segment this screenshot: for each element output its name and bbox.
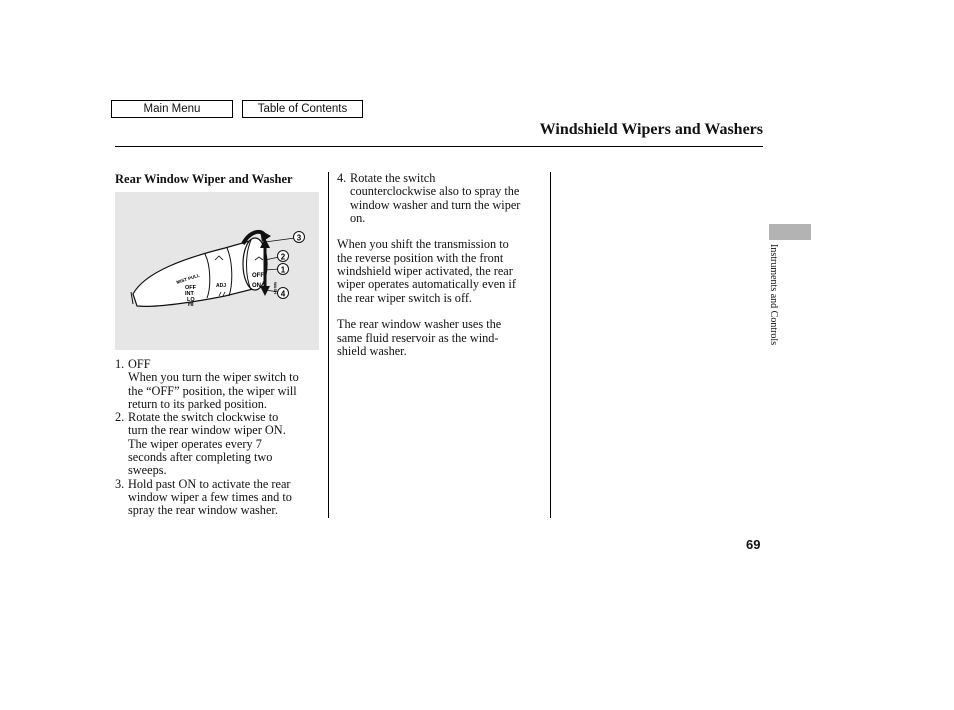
label-hi: HI xyxy=(188,302,194,308)
page-title: Windshield Wipers and Washers xyxy=(539,121,763,138)
list-item xyxy=(115,478,325,518)
item-line: The wiper operates every 7 xyxy=(128,436,262,451)
item-number: 3. xyxy=(115,476,125,491)
label-adj: ADJ xyxy=(216,283,227,289)
wiper-switch-figure xyxy=(115,192,319,350)
arrowhead-down xyxy=(260,286,270,296)
callout-3-label: 3 xyxy=(296,233,302,243)
item-number: 2. xyxy=(115,410,125,425)
label-int: INT xyxy=(185,291,194,297)
para-line: shield washer. xyxy=(337,343,407,358)
item-line: turn the rear window wiper ON. xyxy=(128,423,286,438)
label-off-right: OFF xyxy=(252,273,264,279)
header-rule xyxy=(115,146,763,147)
para-line: the reverse position with the front xyxy=(337,250,504,265)
main-menu-button[interactable]: Main Menu xyxy=(111,100,233,118)
paragraph-reservoir xyxy=(337,318,544,358)
section-tab-marker xyxy=(769,224,811,240)
callout-4-label: 4 xyxy=(280,289,286,299)
item-line: Rotate the switch xyxy=(350,171,436,185)
label-lo: LO xyxy=(187,297,195,303)
item-line: OFF xyxy=(128,357,151,371)
para-line: The rear window washer uses the xyxy=(337,317,502,332)
item-line: counterclockwise also to spray the xyxy=(350,184,520,199)
column-divider xyxy=(328,172,329,518)
table-of-contents-button[interactable]: Table of Contents xyxy=(242,100,363,118)
label-mist-pull: MIST PULL xyxy=(175,272,201,285)
item-number: 4. xyxy=(337,171,347,185)
page-number: 69 xyxy=(746,537,761,552)
wiper-switch-illustration xyxy=(115,192,319,350)
item-line: Rotate the switch clockwise to xyxy=(128,410,279,425)
label-off-left: OFF xyxy=(185,285,196,291)
list-item xyxy=(115,411,325,477)
item-line: sweeps. xyxy=(128,463,167,478)
callout-1-label: 1 xyxy=(280,265,286,275)
item-line: on. xyxy=(350,210,366,225)
list-item xyxy=(115,358,325,411)
leader-line xyxy=(265,238,295,242)
second-column xyxy=(337,172,544,371)
steps-list xyxy=(115,358,325,518)
para-line: windshield wiper activated, the rear xyxy=(337,264,513,279)
list-item xyxy=(337,172,544,225)
item-line: window washer and turn the wiper xyxy=(350,197,521,212)
para-line: When you shift the transmission to xyxy=(337,237,509,252)
item-line: Hold past ON to activate the rear xyxy=(128,476,291,491)
label-on: ON xyxy=(252,283,261,289)
para-line: the rear wiper switch is off. xyxy=(337,290,472,305)
item-line: the “OFF” position, the wiper will xyxy=(128,383,297,398)
para-line: wiper operates automatically even if xyxy=(337,277,516,292)
section-heading: Rear Window Wiper and Washer xyxy=(115,172,293,186)
item-number: 1. xyxy=(115,357,125,371)
item-line: window wiper a few times and to xyxy=(128,489,292,504)
callout-2-label: 2 xyxy=(280,252,286,262)
item-line: return to its parked position. xyxy=(128,396,268,411)
item-line: When you turn the wiper switch to xyxy=(128,370,299,385)
item-line: seconds after completing two xyxy=(128,450,273,465)
item-line: spray the rear window washer. xyxy=(128,503,278,518)
para-line: same fluid reservoir as the wind- xyxy=(337,330,499,345)
label-wash: WASH xyxy=(273,282,278,294)
column-divider xyxy=(550,172,551,518)
side-section-label: Instruments and Controls xyxy=(768,244,779,346)
paragraph-reverse xyxy=(337,238,544,304)
